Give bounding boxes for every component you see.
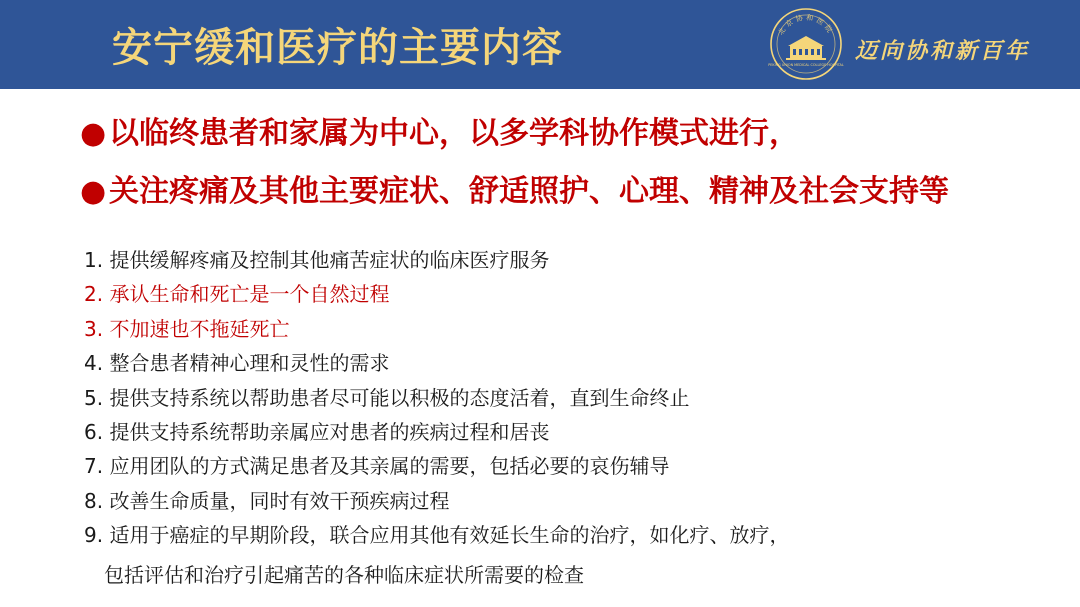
key-point-2	[80, 174, 949, 209]
list-item	[84, 246, 789, 280]
list-item-text: 承认生命和死亡是一个自然过程	[109, 282, 390, 307]
list-item-number: 4.	[84, 351, 104, 376]
list-item-number: 8.	[84, 488, 104, 513]
list-item-number: 2.	[84, 282, 104, 307]
list-item-text: 改善生命质量，同时有效干预疾病过程	[109, 488, 450, 513]
list-item-number: 3.	[84, 316, 104, 341]
list-item-text: 提供缓解疼痛及控制其他痛苦症状的临床医疗服务	[109, 248, 550, 272]
list-item-number: 5.	[84, 385, 104, 410]
slogan: 迈向协和新百年	[855, 38, 1031, 64]
bullet-dot-icon: ●	[80, 116, 107, 151]
logo-arc-text: 北京协和医院	[776, 13, 836, 37]
key-point-1	[80, 116, 799, 151]
list-item	[84, 315, 789, 349]
list-item-number: 9.	[84, 523, 104, 548]
logo-sub-text: PEKING UNION MEDICAL COLLEGE HOSPITAL	[768, 63, 844, 67]
list-item	[84, 487, 789, 521]
list-item-continuation: 包括评估和治疗引起痛苦的各种临床症状所需要的检查	[104, 563, 584, 587]
list-item-number: 6.	[84, 419, 104, 444]
page-title: 安宁缓和医疗的主要内容	[112, 25, 563, 71]
list-item	[84, 521, 789, 555]
list-item	[84, 280, 789, 314]
list-item	[84, 384, 789, 418]
content-list	[84, 246, 789, 556]
list-item-text: 适用于癌症的早期阶段，联合应用其他有效延长生命的治疗，如化疗、放疗，	[109, 523, 790, 548]
list-item	[84, 349, 789, 383]
key-point-text: 以临终患者和家属为中心，以多学科协作模式进行，	[109, 116, 799, 151]
list-item-number: 1.	[84, 248, 104, 272]
list-item	[84, 452, 789, 486]
key-point-text: 关注疼痛及其他主要症状、舒适照护、心理、精神及社会支持等	[109, 174, 949, 209]
hospital-logo	[768, 6, 844, 82]
header-bar	[0, 0, 1080, 89]
list-item-number: 7.	[84, 454, 104, 479]
bullet-dot-icon: ●	[80, 174, 107, 209]
list-item-text: 不加速也不拖延死亡	[109, 316, 290, 341]
list-item-text: 整合患者精神心理和灵性的需求	[109, 351, 390, 376]
list-item-text: 提供支持系统帮助亲属应对患者的疾病过程和居丧	[109, 419, 550, 444]
list-item-text: 应用团队的方式满足患者及其亲属的需要，包括必要的哀伤辅导	[109, 454, 670, 479]
list-item	[84, 418, 789, 452]
list-item-text: 提供支持系统以帮助患者尽可能以积极的态度活着，直到生命终止	[109, 385, 690, 410]
